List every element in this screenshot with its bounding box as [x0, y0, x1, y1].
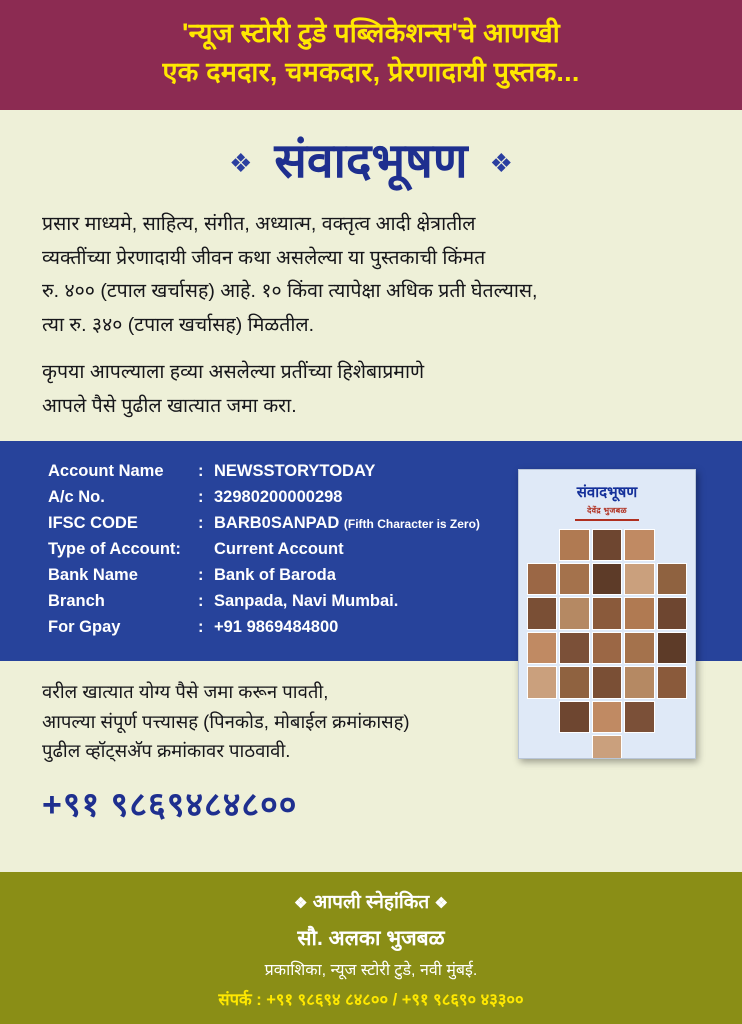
diamond-ornament-right-icon: ❖ [489, 147, 513, 178]
portrait-thumbnail [592, 529, 622, 561]
portrait-thumbnail [559, 529, 589, 561]
table-row [48, 459, 480, 485]
portrait-thumbnail [624, 529, 654, 561]
bank-value-ifsc-code: BARB0SANPAD [214, 514, 340, 533]
table-row [48, 485, 480, 511]
bank-label-gpay: For Gpay [48, 618, 121, 637]
bank-colon-6: : [198, 618, 204, 637]
table-row [48, 589, 480, 615]
whatsapp-number: +९१ ९८६९४८४८०० [42, 786, 298, 825]
bank-label-ifsc: IFSC CODE [48, 514, 138, 533]
description-line-3: रु. ४०० (टपाल खर्चासह) आहे. १० किंवा त्यापेक्षा अधिक प्रती घेतल्यास, [42, 280, 538, 303]
portrait-thumbnail [592, 735, 622, 759]
description-line-4: त्या रु. ३४० (टपाल खर्चासह) मिळतील. [42, 313, 315, 336]
bank-value-bank-name: Bank of Baroda [214, 566, 336, 585]
bank-value-branch: Sanpada, Navi Mumbai. [214, 592, 399, 611]
bank-colon-5: : [198, 592, 204, 611]
portrait-grid-spacer [527, 735, 557, 759]
header-line-1: 'न्यूज स्टोरी टुडे पब्लिकेशन्स'चे आणखी [182, 18, 560, 48]
book-cover-portrait-grid [519, 527, 695, 759]
bank-details-band [0, 441, 742, 661]
bank-value-ifsc-note: (Fifth Character is Zero) [343, 517, 480, 532]
description-line-5: कृपया आपल्याला हव्या असलेल्या प्रतींच्या हिशेबाप्रमाणे [42, 361, 425, 384]
portrait-thumbnail [657, 597, 687, 629]
portrait-thumbnail [592, 597, 622, 629]
portrait-thumbnail [592, 563, 622, 595]
bank-colon-3 [198, 537, 214, 563]
table-row [48, 563, 480, 589]
portrait-thumbnail [624, 563, 654, 595]
portrait-thumbnail [527, 597, 557, 629]
page-title: संवादभूषण [274, 135, 468, 189]
portrait-thumbnail [657, 632, 687, 664]
description-block [0, 203, 742, 424]
portrait-thumbnail [527, 563, 557, 595]
footer-publisher-name: सौ. अलका भुजबळ [297, 927, 445, 950]
bank-label-account-type: Type of Account: [48, 540, 181, 559]
instruction-line-1: वरील खात्यात योग्य पैसे जमा करून पावती, [42, 680, 329, 702]
portrait-grid-spacer [657, 529, 687, 561]
diamond-ornament-icon: ❖ [294, 895, 308, 912]
bank-label-account-number: A/c No. [48, 488, 105, 507]
portrait-thumbnail [657, 666, 687, 698]
bank-colon-2: : [198, 514, 204, 533]
book-cover-divider [575, 519, 639, 521]
bank-details-table [48, 459, 480, 641]
bank-label-branch: Branch [48, 592, 105, 611]
book-cover-title: संवादभूषण [576, 483, 638, 501]
portrait-thumbnail [624, 701, 654, 733]
portrait-thumbnail [624, 666, 654, 698]
bank-value-account-number: 32980200000298 [214, 488, 343, 507]
bank-label-account-name: Account Name [48, 462, 164, 481]
bank-colon-0: : [198, 462, 204, 481]
table-row [48, 615, 480, 641]
portrait-thumbnail [592, 701, 622, 733]
header-line-2: एक दमदार, चमकदार, प्रेरणादायी पुस्तक... [162, 57, 580, 88]
portrait-grid-spacer [657, 701, 687, 733]
portrait-thumbnail [527, 666, 557, 698]
book-cover-author: देवेंद्र भुजबळ [587, 505, 627, 515]
header-banner [0, 0, 742, 110]
portrait-thumbnail [592, 666, 622, 698]
portrait-thumbnail [657, 563, 687, 595]
instruction-line-2: आपल्या संपूर्ण पत्त्यासह (पिनकोड, मोबाईल क्रमांकासह) [42, 710, 410, 732]
portrait-thumbnail [559, 563, 589, 595]
footer-greeting [10, 888, 732, 914]
portrait-thumbnail [559, 632, 589, 664]
footer-greeting-text: आपली स्नेहांकित [312, 892, 430, 913]
description-line-6: आपले पैसे पुढील खात्यात जमा करा. [42, 394, 297, 417]
portrait-grid-spacer [527, 529, 557, 561]
portrait-grid-spacer [624, 735, 654, 759]
portrait-grid-spacer [527, 701, 557, 733]
title-block [0, 110, 742, 203]
portrait-thumbnail [527, 632, 557, 664]
footer-contact-numbers: संपर्क : +९१ ९८६९४ ८४८०० / +९१ ९८६९० ४३३०० [218, 991, 524, 1009]
portrait-thumbnail [624, 632, 654, 664]
portrait-thumbnail [592, 632, 622, 664]
footer [0, 872, 742, 1024]
paragraph-spacer [42, 343, 700, 357]
table-row [48, 537, 480, 563]
portrait-grid-spacer [657, 735, 687, 759]
bank-value-account-name: NEWSSTORYTODAY [214, 462, 376, 481]
instruction-line-3: पुढील व्हॉट्सअ‍ॅप क्रमांकावर पाठवावी. [42, 740, 291, 762]
bank-label-bank-name: Bank Name [48, 566, 138, 585]
bank-colon-4: : [198, 566, 204, 585]
description-line-1: प्रसार माध्यमे, साहित्य, संगीत, अध्यात्म, वक्तृत्व आदी क्षेत्रातील [42, 213, 476, 236]
book-cover-image [518, 469, 696, 759]
portrait-thumbnail [624, 597, 654, 629]
portrait-thumbnail [559, 701, 589, 733]
bank-value-gpay: +91 9869484800 [214, 618, 339, 637]
portrait-thumbnail [559, 666, 589, 698]
diamond-ornament-icon-2: ❖ [434, 895, 448, 912]
portrait-grid-spacer [559, 735, 589, 759]
bank-value-ifsc [214, 511, 480, 537]
table-row [48, 511, 480, 537]
description-line-2: व्यक्तींच्या प्रेरणादायी जीवन कथा असलेल्या या पुस्तकाची किंमत [42, 246, 486, 269]
footer-publisher-role: प्रकाशिका, न्यूज स्टोरी टुडे, नवी मुंबई. [264, 962, 478, 979]
bank-value-account-type: Current Account [214, 540, 344, 559]
bank-colon-1: : [198, 488, 204, 507]
diamond-ornament-left-icon: ❖ [229, 147, 253, 178]
portrait-thumbnail [559, 597, 589, 629]
